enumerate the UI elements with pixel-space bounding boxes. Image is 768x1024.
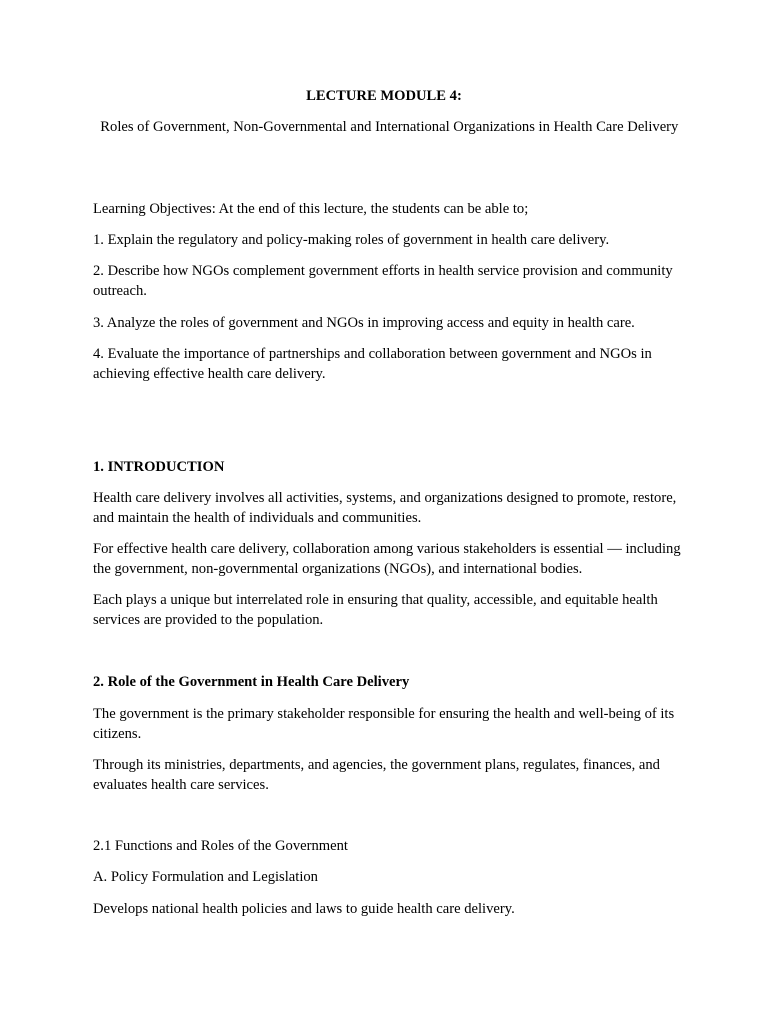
paragraph: Develops national health policies and laws to guide health care delivery.: [93, 901, 515, 917]
paragraph: Health care delivery involves all activities, systems, and organizations designed to promote, restore, and maintain the health of individuals and communities.: [93, 490, 677, 526]
paragraph: The government is the primary stakeholder responsible for ensuring the health and well-being of its citizens.: [93, 706, 675, 742]
objective-item: 2. Describe how NGOs complement government efforts in health service provision and community outreach.: [93, 263, 673, 299]
section-heading-introduction: 1. INTRODUCTION: [93, 459, 225, 475]
objective-item: 3. Analyze the roles of government and NGOs in improving access and equity in health care.: [93, 315, 635, 331]
paragraph: For effective health care delivery, collaboration among various stakeholders is essential — including the government, non-governmental organizations (NGOs), and international bodies.: [93, 541, 681, 577]
page-subtitle: Roles of Government, Non-Governmental and International Organizations in Health Care Delivery: [93, 119, 679, 135]
objectives-intro: Learning Objectives: At the end of this lecture, the students can be able to;: [93, 201, 529, 217]
objective-item: 1. Explain the regulatory and policy-making roles of government in health care delivery.: [93, 232, 610, 248]
paragraph: Each plays a unique but interrelated role in ensuring that quality, accessible, and equitable health services are provided to the population.: [93, 592, 658, 628]
section-heading-government-role: 2. Role of the Government in Health Care Delivery: [93, 674, 410, 690]
page-title: LECTURE MODULE 4:: [306, 88, 462, 104]
item-heading: A. Policy Formulation and Legislation: [93, 869, 318, 885]
objective-item: 4. Evaluate the importance of partnerships and collaboration between government and NGOs in achieving effective health care delivery.: [93, 346, 652, 382]
subsection-heading: 2.1 Functions and Roles of the Government: [93, 838, 348, 854]
paragraph: Through its ministries, departments, and agencies, the government plans, regulates, finances, and evaluates health care services.: [93, 757, 660, 793]
